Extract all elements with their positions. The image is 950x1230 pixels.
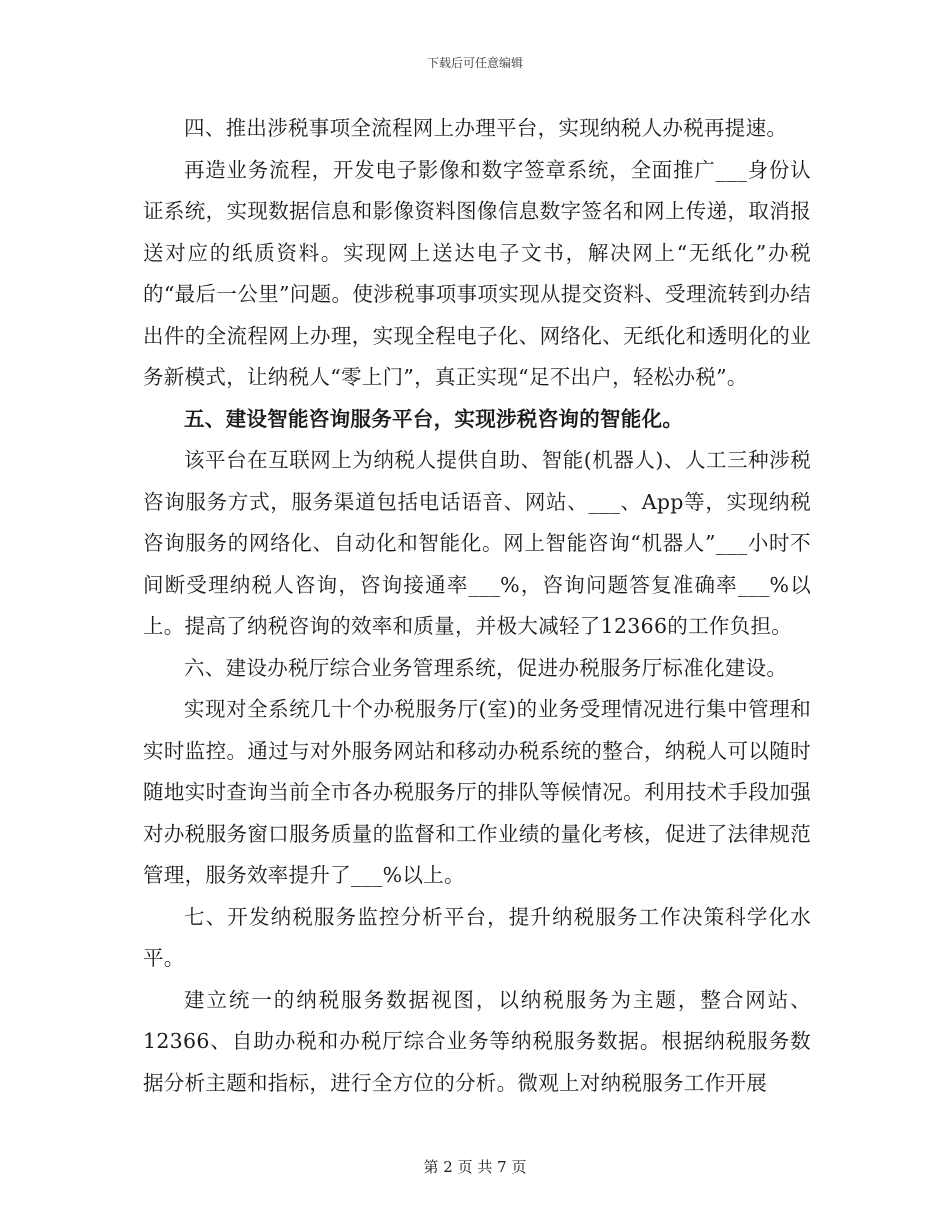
section-heading-7: 七、开发纳税服务监控分析平台，提升纳税服务工作决策科学化水平。 — [143, 904, 811, 970]
section-heading-4: 四、推出涉税事项全流程网上办理平台，实现纳税人办税再提速。 — [184, 116, 788, 140]
section-heading-5: 五、建设智能咨询服务平台，实现涉税咨询的智能化。 — [184, 406, 684, 431]
paragraph: 再造业务流程，开发电子影像和数字签章系统，全面推广___身份认证系统，实现数据信息和影像资料图像信息数字签名和网上传递，取消报送对应的纸质资料。实现网上送达电子文书，解决网上“无纸化”办税的“最后一公里”问题。使涉税事项事项实现从提交资料、受理流转到办结出件的全流程网上办理，实现全程电子化、网络化、无纸化和透明化的业务新模式，让纳税人“零上门”，真正实现“足不出户，轻松办税”。 — [143, 157, 811, 389]
section-heading-6: 六、建设办税厅综合业务管理系统，促进办税服务厅标准化建设。 — [184, 655, 788, 680]
document-body — [143, 108, 811, 1104]
paragraph: 该平台在互联网上为纳税人提供自助、智能(机器人)、人工三种涉税咨询服务方式，服务渠道包括电话语音、网站、___、App等，实现纳税咨询服务的网络化、自动化和智能化。网上智能咨询“机器人”___小时不间断受理纳税人咨询，咨询接通率___%，咨询问题答复准确率___%以上。提高了纳税咨询的效率和质量，并极大减轻了12366的工作负担。 — [143, 448, 811, 638]
paragraph: 实现对全系统几十个办税服务厅(室)的业务受理情况进行集中管理和实时监控。通过与对外服务网站和移动办税系统的整合，纳税人可以随时随地实时查询当前全市各办税服务厅的排队等候情况。利用技术手段加强对办税服务窗口服务质量的监督和工作业绩的量化考核，促进了法律规范管理，服务效率提升了___%以上。 — [143, 697, 811, 887]
page-number: 第 2 页 共 7 页 — [423, 1158, 527, 1176]
paragraph: 建立统一的纳税服务数据视图，以纳税服务为主题，整合网站、12366、自助办税和办税厅综合业务等纳税服务数据。根据纳税服务数据分析主题和指标，进行全方位的分析。微观上对纳税服务工作开展 — [143, 987, 811, 1095]
page-header: 下载后可任意编辑 — [426, 56, 523, 70]
